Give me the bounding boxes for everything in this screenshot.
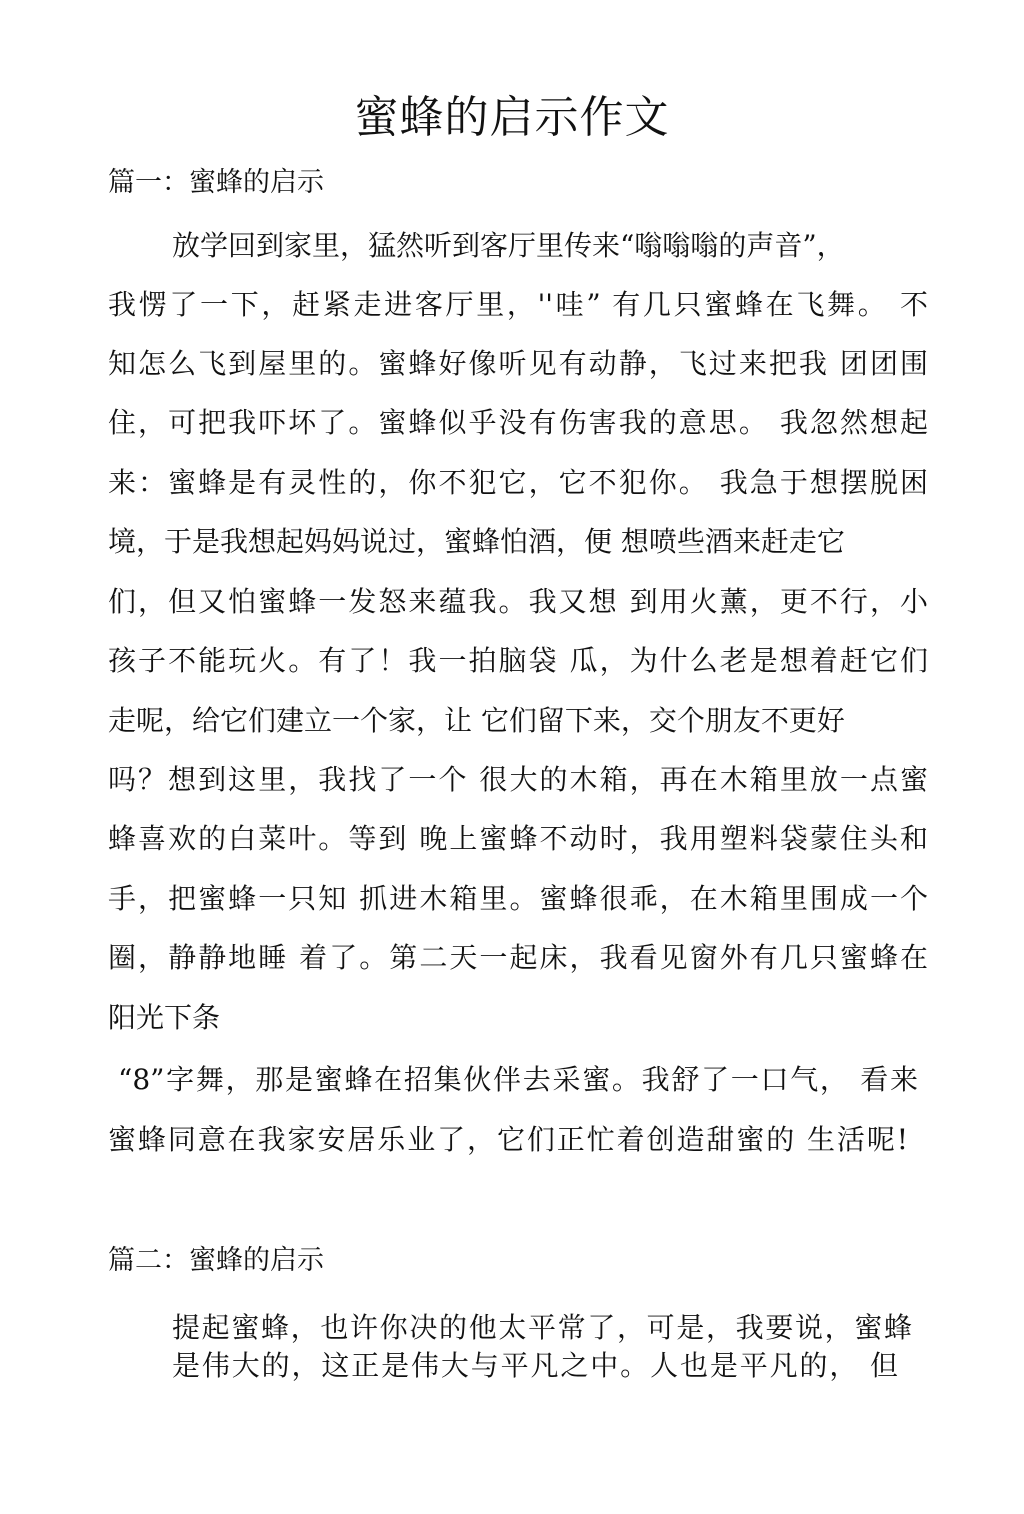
paragraph-line: 吗？想到这里，我找了一个 很大的木箱，再在木箱里放一点蜜: [108, 763, 928, 796]
paragraph-line: 我愣了一下，赶紧走进客厅里，''哇” 有几只蜜蜂在飞舞。 不: [108, 288, 928, 321]
paragraph-line: 蜂喜欢的白菜叶。等到 晚上蜜蜂不动时，我用塑料袋蒙住头和: [108, 822, 928, 855]
paragraph-line: 圈，静静地睡 着了。第二天一起床，我看见窗外有几只蜜蜂在: [108, 941, 928, 974]
paragraph-line: 知怎么飞到屋里的。蜜蜂好像听见有动静，飞过来把我 团团围: [108, 347, 928, 380]
section-heading-2: 篇二：蜜蜂的启示: [108, 1245, 324, 1276]
section-heading-1: 篇一：蜜蜂的启示: [108, 167, 324, 198]
paragraph-line: 来：蜜蜂是有灵性的，你不犯它，它不犯你。 我急于想摆脱困: [108, 466, 928, 499]
paragraph-line: 走呢，给它们建立一个家，让 它们留下来，交个朋友不更好: [108, 704, 845, 737]
paragraph-line: 手，把蜜蜂一只知 抓进木箱里。蜜蜂很乖，在木箱里围成一个: [108, 882, 928, 915]
paragraph-line: 境，于是我想起妈妈说过，蜜蜂怕酒，便 想喷些酒来赶走它: [108, 525, 845, 558]
paragraph-line: 住，可把我吓坏了。蜜蜂似乎没有伤害我的意思。 我忽然想起: [108, 406, 928, 439]
paragraph-line: 阳光下条: [108, 1001, 221, 1034]
paragraph-line: “8”字舞，那是蜜蜂在招集伙伴去采蜜。我舒了一口气， 看来: [118, 1063, 918, 1096]
document-title: 蜜蜂的启示作文: [354, 92, 670, 143]
paragraph-line: 孩子不能玩火。有了！我一拍脑袋 瓜，为什么老是想着赶它们: [108, 644, 928, 677]
paragraph-line: 蜜蜂同意在我家安居乐业了，它们正忙着创造甜蜜的 生活呢!: [108, 1123, 908, 1156]
paragraph-line: 们，但又怕蜜蜂一发怒来蕴我。我又想 到用火薰，更不行，小: [108, 585, 928, 618]
paragraph-line: 是伟大的，这正是伟大与平凡之中。人也是平凡的， 但: [172, 1349, 898, 1382]
paragraph-line: 放学回到家里，猛然听到客厅里传来“嗡嗡嗡的声音”，: [172, 229, 845, 262]
paragraph-line: 提起蜜蜂，也许你决的他太平常了，可是，我要说，蜜蜂: [172, 1311, 912, 1344]
